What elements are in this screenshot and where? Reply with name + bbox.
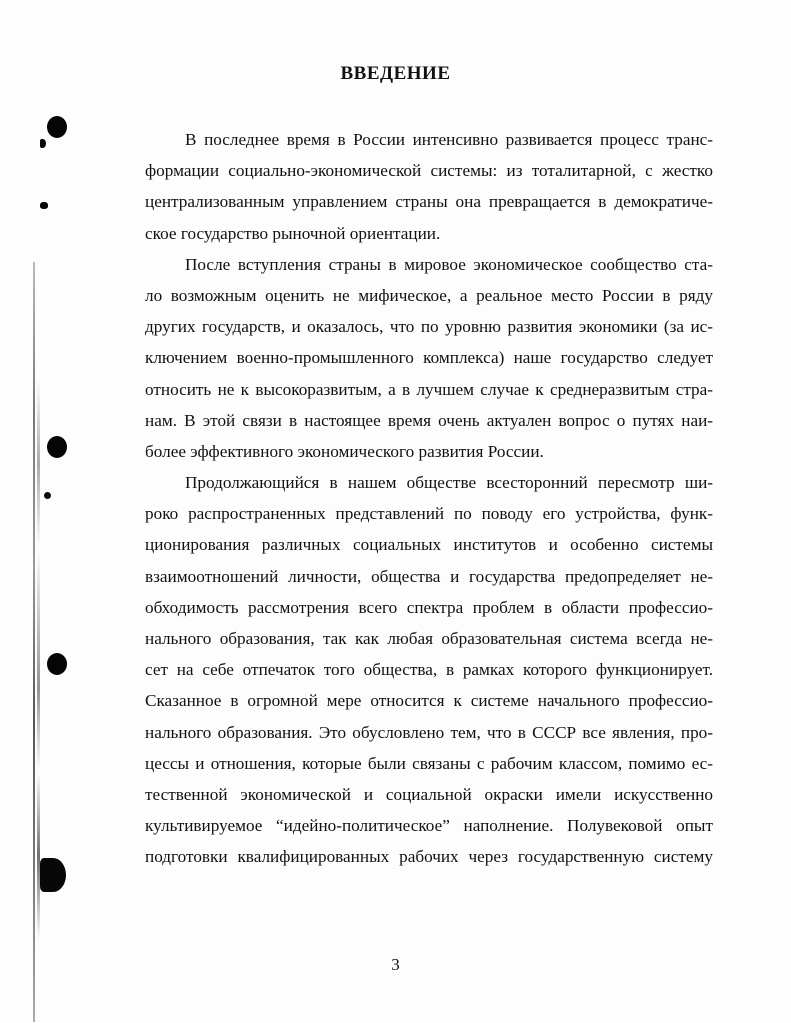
page-title: ВВЕДЕНИЕ — [340, 63, 451, 84]
scan-mark-4 — [40, 858, 66, 892]
text-line: нам. В этой связи в настоящее время очень актуален вопрос о путях наи- — [145, 410, 713, 430]
scan-mark-1 — [40, 139, 46, 148]
punch-hole-1 — [47, 116, 67, 138]
text-line: ло возможным оценить не мифическое, а реальное место России в ряду — [145, 285, 713, 305]
text-line: других государств, и оказалось, что по уровню развития экономики (за ис- — [145, 317, 713, 337]
scan-mark-2 — [40, 202, 48, 209]
text-line: цессы и отношения, которые были связаны с рабочим классом, помимо ес- — [145, 753, 713, 773]
scan-margin-line-2 — [37, 380, 40, 940]
scan-margin-line — [33, 262, 35, 1022]
text-line: более эффективного экономического развития России. — [145, 441, 544, 461]
text-line: тественной экономической и социальной окраски имели искусственно — [145, 784, 713, 804]
text-line: централизованным управлением страны она превращается в демократиче- — [145, 192, 713, 212]
text-line: Продолжающийся в нашем обществе всесторонний пересмотр ши- — [185, 473, 713, 493]
text-line: ционирования различных социальных институтов и особенно системы — [145, 535, 713, 555]
text-line: взаимоотношений личности, общества и государства предопределяет не- — [145, 566, 713, 586]
page-number: 3 — [391, 955, 400, 974]
text-line: ское государство рыночной ориентации. — [145, 223, 441, 243]
text-line: Сказанное в огромной мере относится к системе начального профессио- — [145, 691, 713, 711]
text-line: После вступления страны в мировое экономическое сообщество ста- — [185, 254, 713, 274]
text-line: нального образования, так как любая образовательная система всегда не- — [145, 629, 713, 648]
body-text — [145, 130, 713, 879]
text-line: роко распространенных представлений по поводу его устройства, функ- — [145, 504, 713, 524]
text-line: формации социально-экономической системы: из тоталитарной, с жестко — [145, 161, 713, 181]
punch-hole-2 — [47, 436, 67, 458]
text-line: ключением военно-промышленного комплекса) наше государство следует — [145, 348, 713, 368]
text-line: нального образования. Это обусловлено тем, что в СССР все явления, про- — [145, 722, 713, 742]
scan-mark-3 — [44, 492, 51, 499]
text-line: относить не к высокоразвитым, а в лучшем случае к среднеразвитым стра- — [145, 379, 713, 399]
text-line: В последнее время в России интенсивно развивается процесс транс- — [185, 130, 713, 149]
text-line: обходимость рассмотрения всего спектра проблем в области профессио- — [145, 597, 713, 617]
text-line: культивируемое “идейно-политическое” наполнение. Полувековой опыт — [145, 816, 713, 836]
punch-hole-3 — [47, 653, 67, 675]
text-line: подготовки квалифицированных рабочих через государственную систему — [145, 847, 713, 867]
text-line: сет на себе отпечаток того общества, в рамках которого функционирует. — [145, 660, 713, 680]
